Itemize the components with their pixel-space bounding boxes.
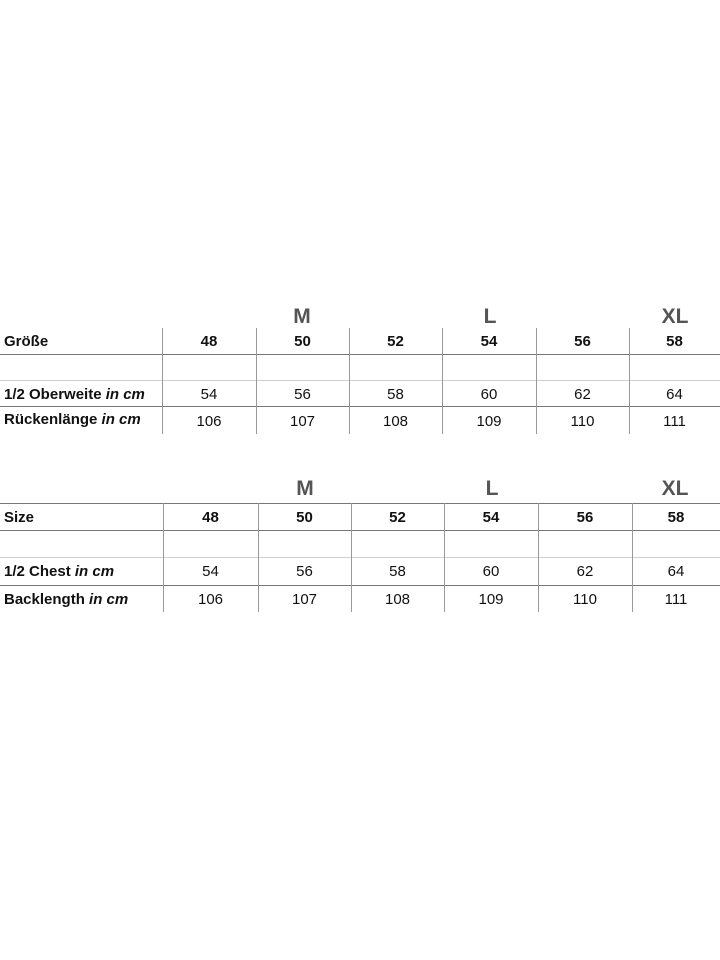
value-cell: 109 bbox=[478, 591, 504, 608]
column-divider bbox=[538, 503, 539, 612]
row-label-chest: 1/2 Oberweite in cm bbox=[4, 386, 145, 403]
size-letter-m: M bbox=[293, 305, 311, 328]
value-cell: 64 bbox=[667, 563, 685, 580]
row-label-back-length: Backlength in cm bbox=[4, 591, 129, 608]
size-52: 52 bbox=[389, 509, 406, 526]
value-cell: 111 bbox=[664, 591, 688, 608]
row-label-back-length: Rückenlänge in cm bbox=[4, 411, 141, 428]
size-letter-xl: XL bbox=[661, 477, 689, 500]
size-58: 58 bbox=[667, 509, 685, 526]
value-cell: 108 bbox=[382, 413, 409, 430]
header-label: Größe bbox=[4, 333, 49, 350]
size-50: 50 bbox=[296, 509, 313, 526]
value-cell: 56 bbox=[294, 386, 311, 403]
size-letter-xl: XL bbox=[661, 305, 689, 328]
size-56: 56 bbox=[574, 333, 591, 350]
value-cell: 109 bbox=[476, 413, 502, 430]
divider-line bbox=[0, 530, 720, 531]
value-cell: 108 bbox=[384, 591, 411, 608]
size-48: 48 bbox=[200, 333, 218, 350]
value-cell: 62 bbox=[574, 386, 591, 403]
size-58: 58 bbox=[666, 333, 683, 350]
value-cell: 110 bbox=[570, 413, 595, 430]
divider-line bbox=[0, 380, 720, 381]
column-divider bbox=[256, 328, 257, 434]
column-divider bbox=[632, 503, 633, 612]
size-50: 50 bbox=[294, 333, 311, 350]
size-48: 48 bbox=[202, 509, 219, 526]
size-letter-l: L bbox=[483, 305, 497, 328]
column-divider bbox=[629, 328, 630, 434]
divider-line bbox=[0, 406, 720, 407]
value-cell: 64 bbox=[666, 386, 683, 403]
size-54: 54 bbox=[482, 509, 500, 526]
value-cell: 60 bbox=[480, 386, 498, 403]
header-label: Size bbox=[4, 509, 35, 526]
value-cell: 58 bbox=[387, 386, 404, 403]
value-cell: 56 bbox=[296, 563, 313, 580]
value-cell: 110 bbox=[573, 591, 597, 608]
value-cell: 107 bbox=[291, 591, 318, 608]
value-cell: 107 bbox=[289, 413, 316, 430]
column-divider bbox=[349, 328, 350, 434]
value-cell: 111 bbox=[663, 413, 686, 430]
column-divider bbox=[442, 328, 443, 434]
size-54: 54 bbox=[480, 333, 498, 350]
size-56: 56 bbox=[576, 509, 594, 526]
value-cell: 54 bbox=[200, 386, 218, 403]
column-divider bbox=[163, 503, 164, 612]
divider-line bbox=[0, 354, 720, 355]
row-label-chest: 1/2 Chest in cm bbox=[4, 563, 115, 580]
value-cell: 106 bbox=[196, 413, 222, 430]
value-cell: 60 bbox=[482, 563, 500, 580]
column-divider bbox=[444, 503, 445, 612]
size-52: 52 bbox=[387, 333, 404, 350]
column-divider bbox=[536, 328, 537, 434]
size-letter-m: M bbox=[296, 477, 314, 500]
value-cell: 58 bbox=[389, 563, 406, 580]
divider-line bbox=[0, 585, 720, 586]
divider-line bbox=[0, 557, 720, 558]
value-cell: 106 bbox=[197, 591, 224, 608]
divider-line bbox=[0, 503, 720, 504]
size-letter-l: L bbox=[485, 477, 499, 500]
column-divider bbox=[162, 328, 163, 434]
value-cell: 62 bbox=[576, 563, 594, 580]
value-cell: 54 bbox=[202, 563, 219, 580]
column-divider bbox=[258, 503, 259, 612]
column-divider bbox=[351, 503, 352, 612]
